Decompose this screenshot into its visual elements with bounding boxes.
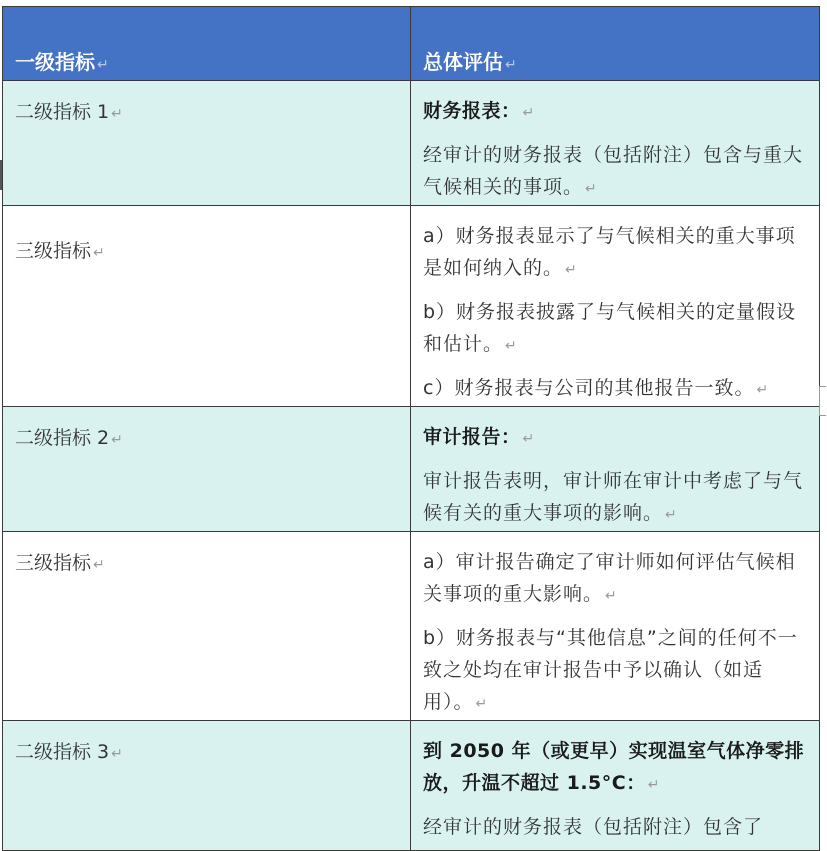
paragraph-mark-icon: ↵ bbox=[111, 106, 123, 122]
table-header-row bbox=[3, 7, 820, 81]
paragraph-mark-icon: ↵ bbox=[93, 245, 105, 261]
level-label: 二级指标 1 bbox=[15, 101, 110, 123]
paragraph-mark-icon: ↵ bbox=[522, 431, 535, 447]
paragraph-text: c）财务报表与公司的其他报告一致。 bbox=[423, 377, 755, 399]
paragraph-mark-icon: ↵ bbox=[665, 507, 678, 523]
table-row bbox=[3, 532, 820, 721]
row-end-marker bbox=[819, 386, 826, 416]
table-row bbox=[3, 407, 820, 532]
paragraph-mark-icon: ↵ bbox=[565, 262, 578, 278]
table-row bbox=[3, 206, 820, 407]
level-cell bbox=[3, 721, 411, 851]
level-cell bbox=[3, 81, 411, 206]
assessment-cell bbox=[411, 532, 820, 721]
assessment-cell bbox=[411, 206, 820, 407]
assessment-cell bbox=[411, 81, 820, 206]
level-cell bbox=[3, 407, 411, 532]
level-label: 二级指标 2 bbox=[15, 427, 110, 449]
paragraph-text: b）财务报表与“其他信息”之间的任何不一致之处均在审计报告中予以确认（如适用）。 bbox=[423, 627, 798, 713]
paragraph-text: a）审计报告确定了审计师如何评估气候相关事项的重大影响。 bbox=[423, 551, 796, 605]
paragraph-mark-icon: ↵ bbox=[585, 181, 598, 197]
paragraph-mark-icon: ↵ bbox=[111, 432, 123, 448]
paragraph-text: 到 2050 年（或更早）实现温室气体净零排放，升温不超过 1.5°C： bbox=[423, 740, 805, 794]
paragraph-mark-icon: ↵ bbox=[647, 777, 660, 793]
paragraph-mark-icon: ↵ bbox=[475, 696, 489, 712]
paragraph-text: 审计报告： bbox=[423, 426, 521, 448]
paragraph-text: 财务报表： bbox=[423, 100, 521, 122]
assessment-cell bbox=[411, 721, 820, 851]
paragraph-mark-icon: ↵ bbox=[756, 382, 770, 398]
header-cell-level1 bbox=[3, 7, 411, 81]
level-label: 三级指标 bbox=[15, 552, 92, 574]
level-cell bbox=[3, 532, 411, 721]
level-label: 二级指标 3 bbox=[15, 741, 110, 763]
paragraph-mark-icon: ↵ bbox=[505, 57, 517, 73]
paragraph-text: 审计报告表明，审计师在审计中考虑了与气候有关的重大事项的影响。 bbox=[423, 470, 804, 524]
assessment-cell bbox=[411, 407, 820, 532]
paragraph-text: 经审计的财务报表（包括附注）包含了 bbox=[423, 816, 764, 838]
level-label: 三级指标 bbox=[15, 240, 92, 262]
header-label-assessment: 总体评估 bbox=[423, 50, 503, 74]
table-row bbox=[3, 721, 820, 851]
header-cell-assessment bbox=[411, 7, 820, 81]
paragraph-text: a）财务报表显示了与气候相关的重大事项是如何纳入的。 bbox=[423, 225, 796, 279]
table-row bbox=[3, 81, 820, 206]
paragraph-text: 经审计的财务报表（包括附注）包含与重大气候相关的事项。 bbox=[423, 144, 804, 198]
paragraph-mark-icon: ↵ bbox=[97, 57, 109, 73]
paragraph-mark-icon: ↵ bbox=[505, 338, 518, 354]
level-cell bbox=[3, 206, 411, 407]
paragraph-mark-icon: ↵ bbox=[93, 557, 105, 573]
header-label-level1: 一级指标 bbox=[15, 50, 95, 74]
paragraph-mark-icon: ↵ bbox=[522, 105, 535, 121]
paragraph-mark-icon: ↵ bbox=[605, 588, 618, 604]
assessment-table bbox=[2, 6, 820, 851]
paragraph-mark-icon: ↵ bbox=[111, 746, 123, 762]
paragraph-text: b）财务报表披露了与气候相关的定量假设和估计。 bbox=[423, 301, 797, 355]
